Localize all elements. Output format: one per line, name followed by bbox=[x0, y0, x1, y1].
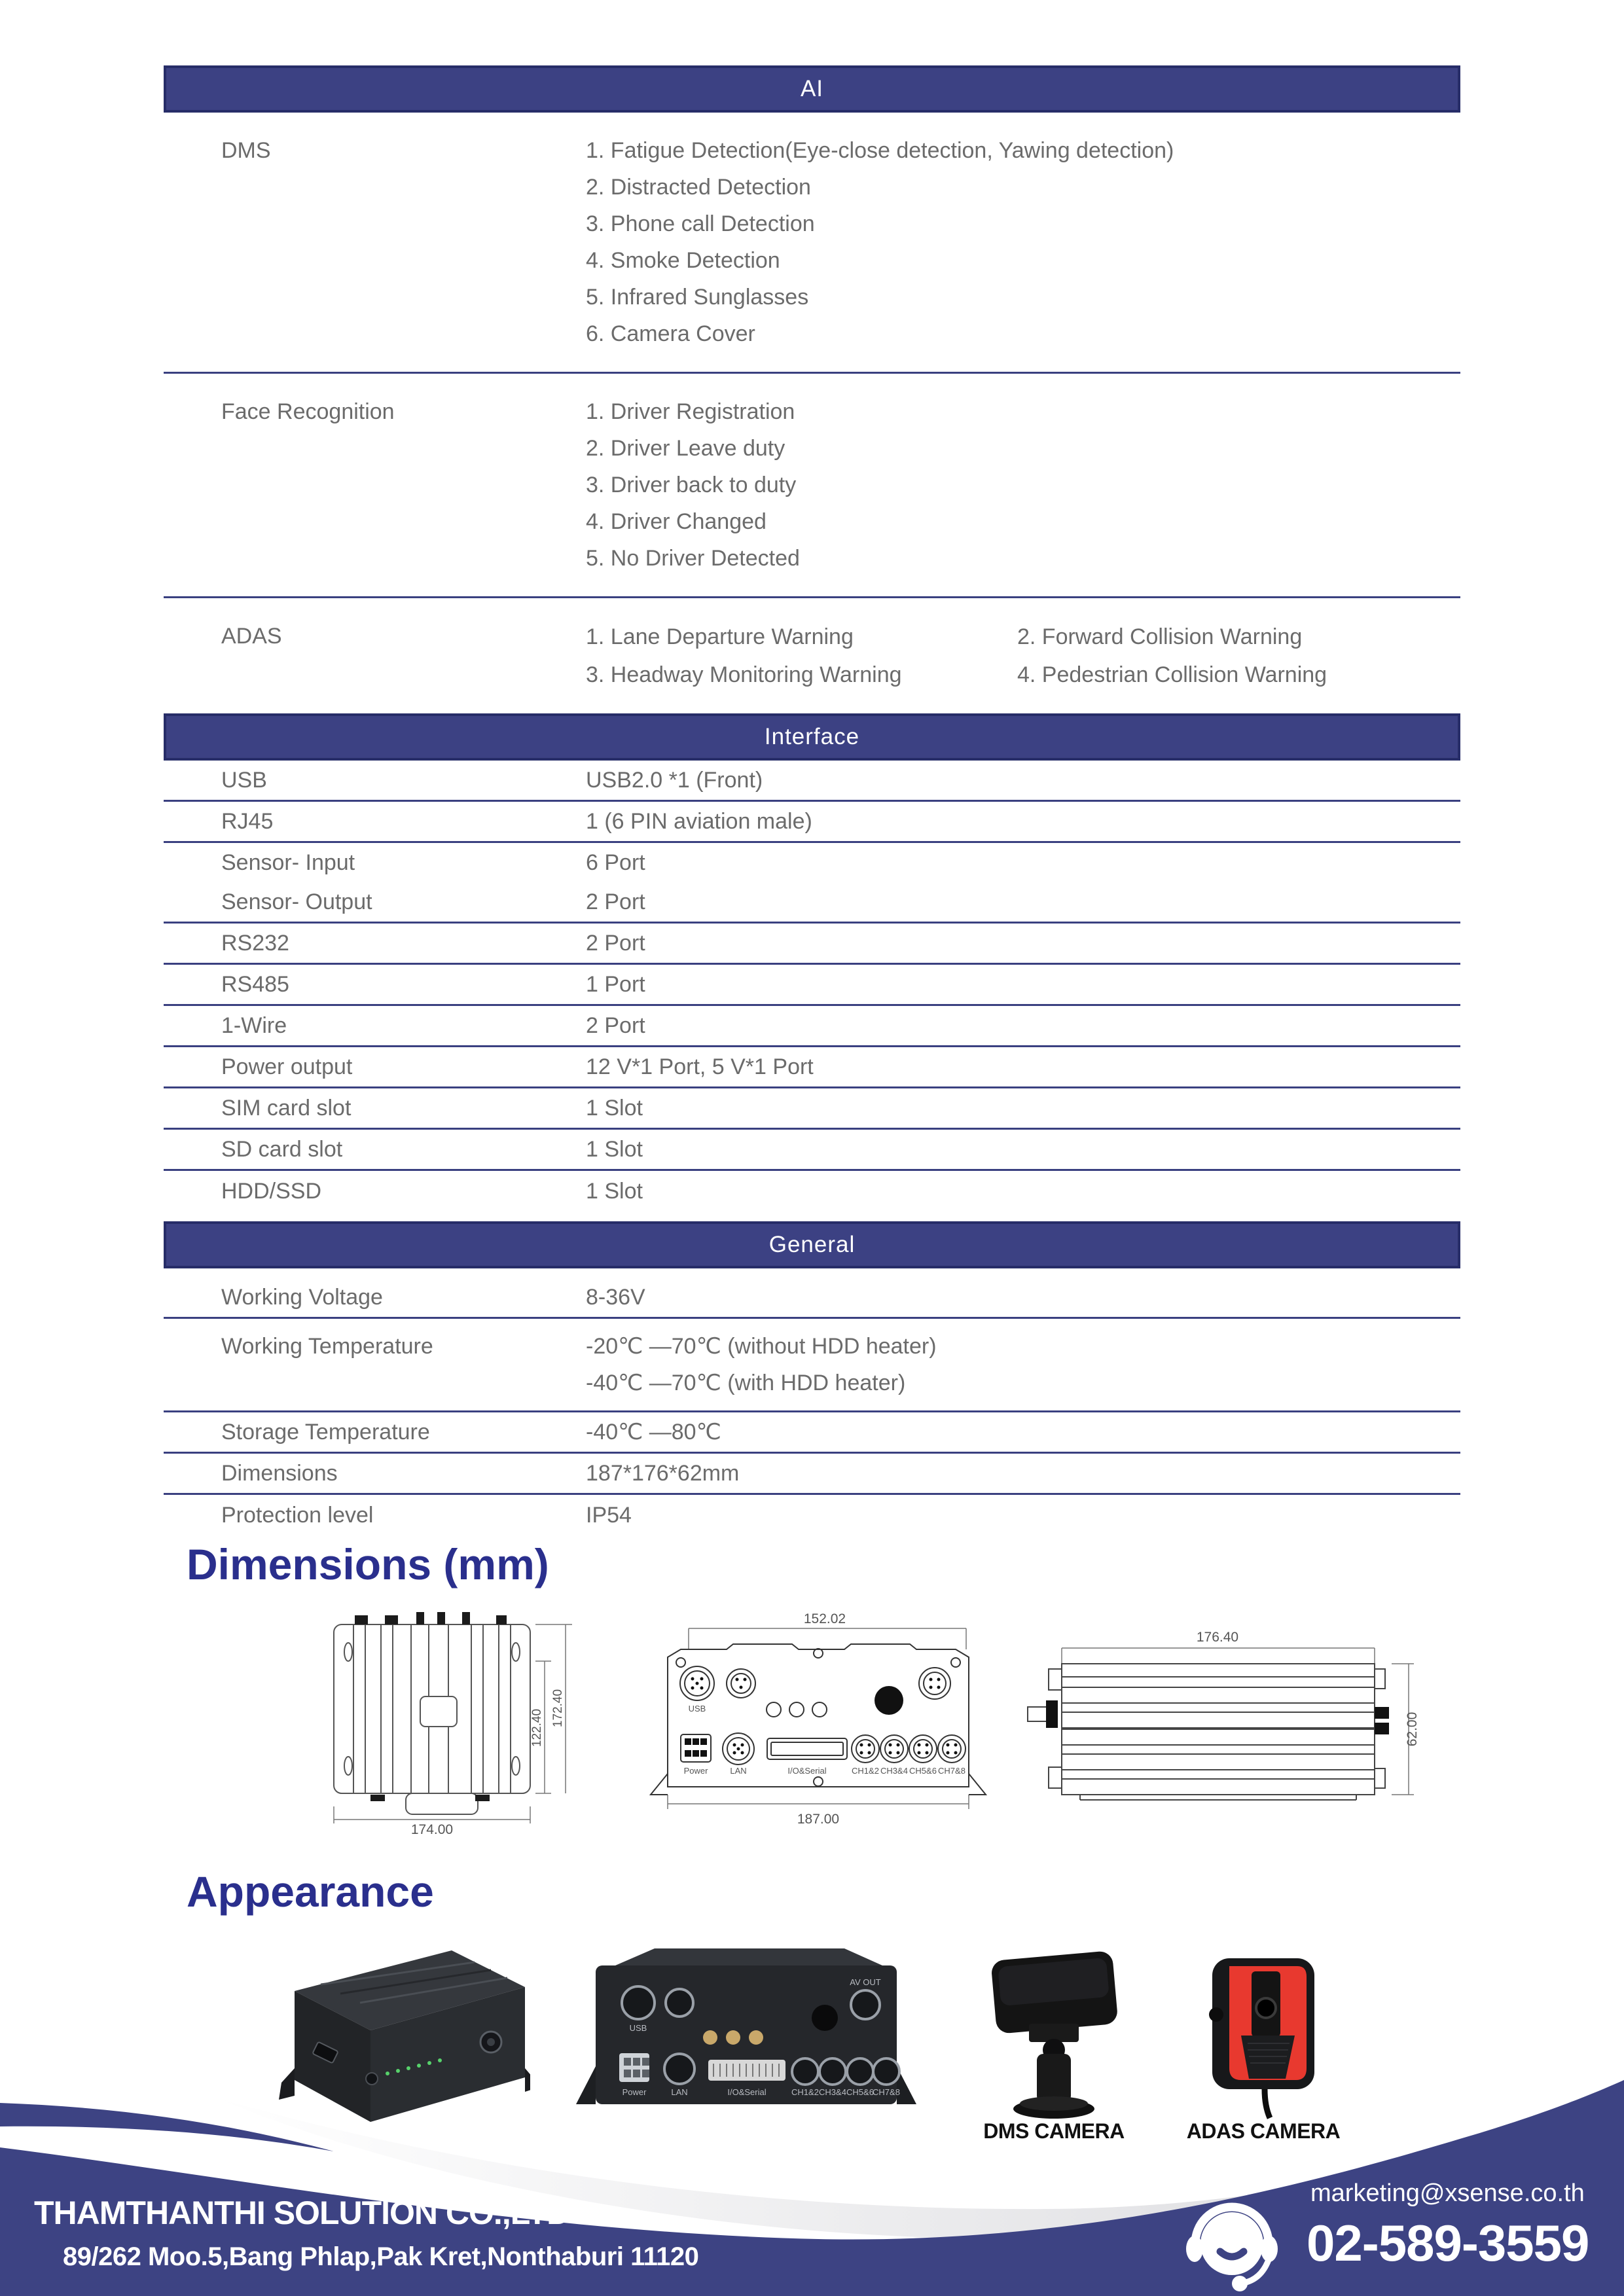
port-label-ch34: CH3&4 bbox=[880, 1766, 908, 1776]
table-row-voltage bbox=[164, 1278, 1460, 1319]
row-label: Working Temperature bbox=[221, 1334, 433, 1359]
row-label-dms: DMS bbox=[221, 138, 271, 163]
port-label-ch78: CH7&8 bbox=[938, 1766, 965, 1776]
row-label: Sensor- Input bbox=[221, 850, 355, 875]
row-label: RJ45 bbox=[221, 808, 274, 834]
dim-label-12240: 122.40 bbox=[530, 1708, 544, 1748]
row-label: SIM card slot bbox=[221, 1095, 352, 1121]
photo-port-avout: AV OUT bbox=[850, 1977, 881, 1987]
face-line: 2. Driver Leave duty bbox=[586, 436, 785, 461]
adas-line: 1. Lane Departure Warning bbox=[586, 624, 854, 649]
row-value-dms bbox=[586, 132, 1460, 352]
footer-phone: 02-589-3559 bbox=[1307, 2214, 1589, 2272]
dim-label-17240: 172.40 bbox=[551, 1689, 565, 1728]
dms-line: 1. Fatigue Detection(Eye-close detection, Yawing detection) bbox=[586, 138, 1174, 163]
dms-line: 3. Phone call Detection bbox=[586, 211, 815, 236]
row-label: Dimensions bbox=[221, 1460, 338, 1486]
dim-label-62: 62.00 bbox=[1405, 1712, 1420, 1747]
row-label: Power output bbox=[221, 1054, 353, 1079]
table-row-adas bbox=[164, 598, 1460, 713]
row-value: USB2.0 *1 (Front) bbox=[586, 767, 763, 793]
support-headset-icon bbox=[1180, 2191, 1284, 2296]
row-value: 1 (6 PIN aviation male) bbox=[586, 808, 812, 834]
adas-col1 bbox=[586, 618, 1017, 694]
dms-line: 2. Distracted Detection bbox=[586, 175, 811, 200]
port-label-ioserial: I/O&Serial bbox=[787, 1766, 827, 1776]
row-label: 1-Wire bbox=[221, 1013, 287, 1038]
photo-port-power: Power bbox=[622, 2087, 647, 2097]
table-row-sd bbox=[164, 1130, 1460, 1171]
footer-email: marketing@xsense.co.th bbox=[1310, 2179, 1585, 2207]
row-label: USB bbox=[221, 767, 267, 793]
photo-port-ch78: CH7&8 bbox=[873, 2087, 900, 2097]
table-row-rs232 bbox=[164, 924, 1460, 965]
row-value bbox=[586, 1328, 1460, 1401]
dms-line: 6. Camera Cover bbox=[586, 321, 755, 346]
photo-port-lan: LAN bbox=[671, 2087, 688, 2097]
table-row-sensor-output bbox=[164, 882, 1460, 922]
face-line: 1. Driver Registration bbox=[586, 399, 795, 424]
table-row-protection bbox=[164, 1495, 1460, 1536]
table-row-face-recognition bbox=[164, 374, 1460, 598]
top-view-drawing bbox=[308, 1610, 589, 1839]
row-label: SD card slot bbox=[221, 1136, 343, 1162]
row-value: 1 Port bbox=[586, 971, 645, 997]
row-value: 2 Port bbox=[586, 889, 645, 914]
port-label-lan: LAN bbox=[730, 1766, 747, 1776]
spec-tables bbox=[164, 65, 1460, 1536]
dimensions-heading: Dimensions (mm) bbox=[187, 1540, 549, 1588]
footer-company-name: THAMTHANTHI SOLUTION CO.,LTD bbox=[34, 2195, 570, 2231]
table-row-sensor-input bbox=[164, 843, 1460, 882]
row-label-face: Face Recognition bbox=[221, 399, 395, 424]
row-value: 2 Port bbox=[586, 1013, 645, 1038]
table-row-rs485 bbox=[164, 965, 1460, 1006]
dms-line: 4. Smoke Detection bbox=[586, 248, 780, 273]
dim-label-15202: 152.02 bbox=[803, 1611, 846, 1626]
section-header-general bbox=[164, 1221, 1460, 1268]
row-label: Storage Temperature bbox=[221, 1419, 430, 1444]
dim-label-17640: 176.40 bbox=[1196, 1630, 1239, 1645]
row-label: RS232 bbox=[221, 930, 289, 956]
row-value-adas bbox=[586, 618, 1460, 694]
row-value: 6 Port bbox=[586, 850, 645, 875]
footer-top-wedge bbox=[0, 2103, 334, 2151]
row-value: IP54 bbox=[586, 1503, 632, 1528]
table-row-1wire bbox=[164, 1006, 1460, 1047]
temp-line: -20℃ —70℃ (without HDD heater) bbox=[586, 1334, 937, 1359]
adas-line: 3. Headway Monitoring Warning bbox=[586, 662, 902, 687]
row-label-adas: ADAS bbox=[221, 624, 282, 649]
port-label-power: Power bbox=[683, 1766, 708, 1776]
row-label: Protection level bbox=[221, 1503, 374, 1528]
section-title-interface: Interface bbox=[764, 724, 860, 749]
face-line: 4. Driver Changed bbox=[586, 509, 767, 534]
row-label: Working Voltage bbox=[221, 1284, 383, 1310]
photo-port-usb: USB bbox=[629, 2023, 647, 2033]
port-label-ch12: CH1&2 bbox=[852, 1766, 879, 1776]
photo-port-ch12: CH1&2 bbox=[791, 2087, 819, 2097]
sensor-pair bbox=[164, 843, 1460, 922]
table-row-dms bbox=[164, 113, 1460, 374]
table-row-dimensions bbox=[164, 1454, 1460, 1495]
adas-line: 2. Forward Collision Warning bbox=[1017, 624, 1303, 649]
row-value: 8-36V bbox=[586, 1284, 645, 1310]
port-label-ch56: CH5&6 bbox=[909, 1766, 937, 1776]
table-row-rj45 bbox=[164, 802, 1460, 843]
photo-port-ioserial: I/O&Serial bbox=[727, 2087, 767, 2097]
face-line: 3. Driver back to duty bbox=[586, 473, 797, 497]
section-header-interface bbox=[164, 713, 1460, 761]
rear-view-drawing bbox=[628, 1610, 1008, 1839]
row-value: 12 V*1 Port, 5 V*1 Port bbox=[586, 1054, 814, 1079]
photo-port-ch56: CH5&6 bbox=[846, 2087, 874, 2097]
side-view-drawing bbox=[1021, 1630, 1427, 1833]
section-header-ai bbox=[164, 65, 1460, 113]
row-value: 1 Slot bbox=[586, 1136, 643, 1162]
adas-line: 4. Pedestrian Collision Warning bbox=[1017, 662, 1327, 687]
table-row-sim bbox=[164, 1088, 1460, 1130]
row-value: 2 Port bbox=[586, 930, 645, 956]
row-value: 1 Slot bbox=[586, 1179, 643, 1204]
face-line: 5. No Driver Detected bbox=[586, 546, 800, 571]
table-row-power-output bbox=[164, 1047, 1460, 1088]
dms-line: 5. Infrared Sunglasses bbox=[586, 285, 809, 310]
photo-port-ch34: CH3&4 bbox=[819, 2087, 846, 2097]
section-title-general: General bbox=[768, 1232, 856, 1257]
adas-col2 bbox=[1017, 618, 1327, 694]
table-row-hdd bbox=[164, 1171, 1460, 1212]
row-label: RS485 bbox=[221, 971, 289, 997]
dms-camera-label: DMS CAMERA bbox=[983, 2119, 1125, 2143]
dim-label-174: 174.00 bbox=[410, 1822, 454, 1837]
footer-address: 89/262 Moo.5,Bang Phlap,Pak Kret,Nonthaburi 11120 bbox=[63, 2242, 699, 2271]
dim-label-187: 187.00 bbox=[797, 1812, 840, 1827]
table-row-usb bbox=[164, 761, 1460, 802]
table-row-working-temp bbox=[164, 1319, 1460, 1412]
appearance-heading: Appearance bbox=[187, 1867, 434, 1916]
row-value: 187*176*62mm bbox=[586, 1460, 740, 1486]
section-title-ai: AI bbox=[800, 76, 824, 101]
row-label: HDD/SSD bbox=[221, 1179, 322, 1204]
table-row-storage-temp bbox=[164, 1412, 1460, 1454]
row-value-face bbox=[586, 393, 1460, 577]
adas-camera-label: ADAS CAMERA bbox=[1186, 2119, 1341, 2143]
port-label-usb: USB bbox=[688, 1704, 706, 1713]
table-row-sensor bbox=[164, 843, 1460, 924]
temp-line: -40℃ —70℃ (with HDD heater) bbox=[586, 1371, 906, 1395]
row-value: 1 Slot bbox=[586, 1095, 643, 1121]
row-value: -40℃ —80℃ bbox=[586, 1420, 721, 1444]
row-label: Sensor- Output bbox=[221, 889, 372, 914]
